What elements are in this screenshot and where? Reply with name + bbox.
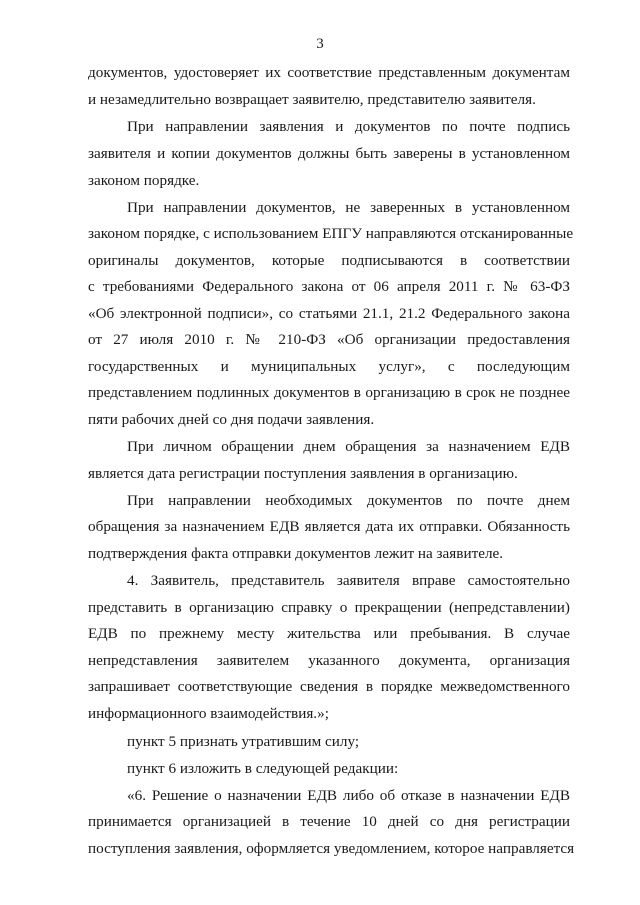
text-line: пункт 5 признать утратившим силу; (127, 733, 360, 750)
text-line: «6. Решение о назначении ЕДВ либо об отказе в назначении ЕДВ (127, 787, 570, 804)
text-line: представить в организацию справку о прекращении (непредставлении) (88, 599, 570, 616)
text-line: законом порядке, с использованием ЕПГУ направляются отсканированные (88, 225, 574, 242)
text-line: законом порядке. (88, 172, 200, 189)
text-line: принимается организацией в течение 10 дней со дня регистрации (88, 813, 570, 830)
text-line: оригиналы документов, которые подписываются в соответствии (88, 252, 570, 269)
text-line: пункт 6 изложить в следующей редакции: (127, 760, 399, 777)
text-line: от 27 июля 2010 г. № 210-ФЗ «Об организации предоставления (88, 331, 570, 348)
text-line: При направлении документов, не заверенных в установленном (127, 199, 570, 216)
text-line: При направлении заявления и документов по почте подпись (127, 118, 570, 135)
text-line: информационного взаимодействия.»; (88, 705, 329, 722)
text-line: поступления заявления, оформляется уведомлением, которое направляется (88, 840, 575, 857)
text-line: государственных и муниципальных услуг», с последующим (88, 358, 570, 375)
text-line: 4. Заявитель, представитель заявителя вправе самостоятельно (127, 572, 570, 589)
text-line: запрашивает соответствующие сведения в порядке межведомственного (88, 678, 570, 695)
text-line: При личном обращении днем обращения за назначением ЕДВ (127, 438, 570, 455)
text-line: обращения за назначением ЕДВ является дата их отправки. Обязанность (88, 518, 570, 535)
text-line: с требованиями Федерального закона от 06 апреля 2011 г. № 63-ФЗ (88, 278, 570, 295)
text-line: «Об электронной подписи», со статьями 21.1, 21.2 Федерального закона (88, 305, 570, 322)
text-line: пяти рабочих дней со дня подачи заявления. (88, 411, 375, 428)
text-line: непредставления заявителем указанного документа, организация (88, 652, 570, 669)
text-line: является дата регистрации поступления заявления в организацию. (88, 465, 518, 482)
text-line: представлением подлинных документов в организацию в срок не позднее (88, 384, 570, 401)
text-line: ЕДВ по прежнему месту жительства или пребывания. В случае (88, 625, 570, 642)
text-line: заявителя и копии документов должны быть заверены в установленном (88, 145, 570, 162)
text-line: подтверждения факта отправки документов лежит на заявителе. (88, 545, 504, 562)
text-line: При направлении необходимых документов по почте днем (127, 492, 570, 509)
text-line: и незамедлительно возвращает заявителю, представителю заявителя. (88, 91, 536, 108)
text-line: документов, удостоверяет их соответствие представленным документам (88, 64, 570, 81)
page-number: 3 (316, 36, 324, 52)
